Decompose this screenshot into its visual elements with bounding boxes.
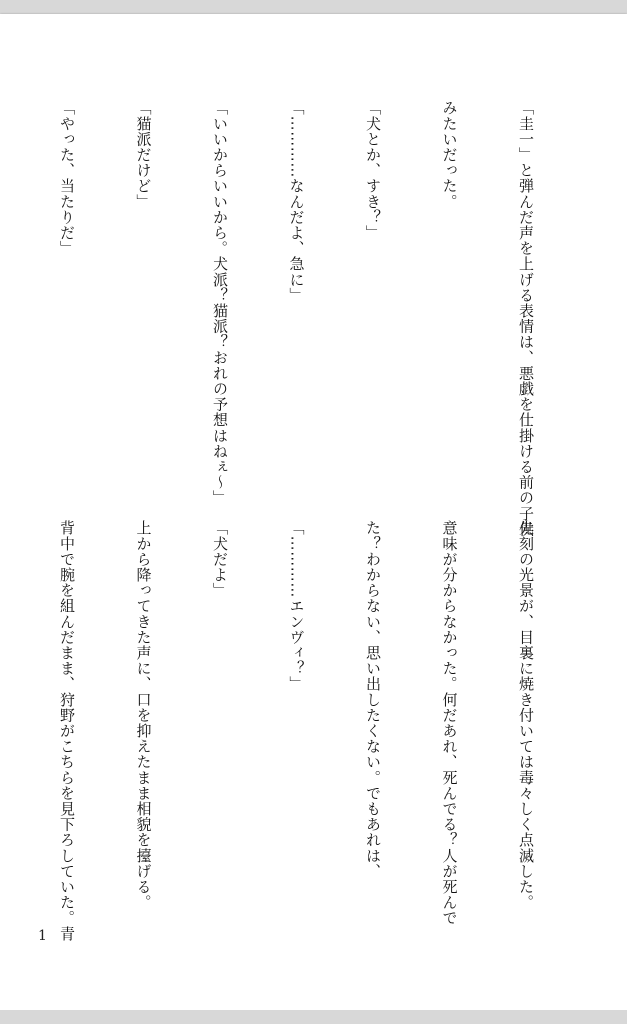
text-line: 「…………なんだよ、急に」 <box>287 100 306 303</box>
text-line: みたいだった。 <box>440 100 459 210</box>
page-number: 1 <box>38 928 47 944</box>
text-line: 「いいからいいから。犬派？猫派？おれの予想はねぇ～」 <box>211 100 229 506</box>
text-line: 「猫派だけど」 <box>134 100 153 210</box>
viewer-top-bar <box>0 0 627 14</box>
text-line: 上から降ってきた声に、口を抑えたまま相貌を擡げる。 <box>134 520 153 910</box>
text-line: 背中で腕を組んだまま、狩野がこちらを見下ろしていた。青 <box>58 520 76 942</box>
text-line <box>0 520 3 940</box>
text-column-top <box>0 100 589 537</box>
text-line: 「…………エンヴィ？」 <box>287 520 306 692</box>
text-line: 「圭一」と弾んだ声を上げる表情は、悪戯を仕掛ける前の子供 <box>517 100 535 537</box>
text-line: た？わからない、思い出したくない。でもあれは、 <box>364 520 382 879</box>
text-column-bottom <box>0 520 589 940</box>
text-line: 意味が分からなかった。何だあれ、死んでる？人が死んで <box>440 520 459 926</box>
text-line <box>0 100 3 520</box>
document-page <box>0 14 627 1010</box>
text-line: 「犬だよ」 <box>211 520 229 598</box>
viewer-bottom-bar <box>0 1010 627 1024</box>
text-line: 「犬とか、すき？」 <box>364 100 382 241</box>
text-line: 先刻の光景が、目裏に焼き付いては毒々しく点滅した。 <box>517 520 535 910</box>
text-line: 「やった、当たりだ」 <box>58 100 76 256</box>
